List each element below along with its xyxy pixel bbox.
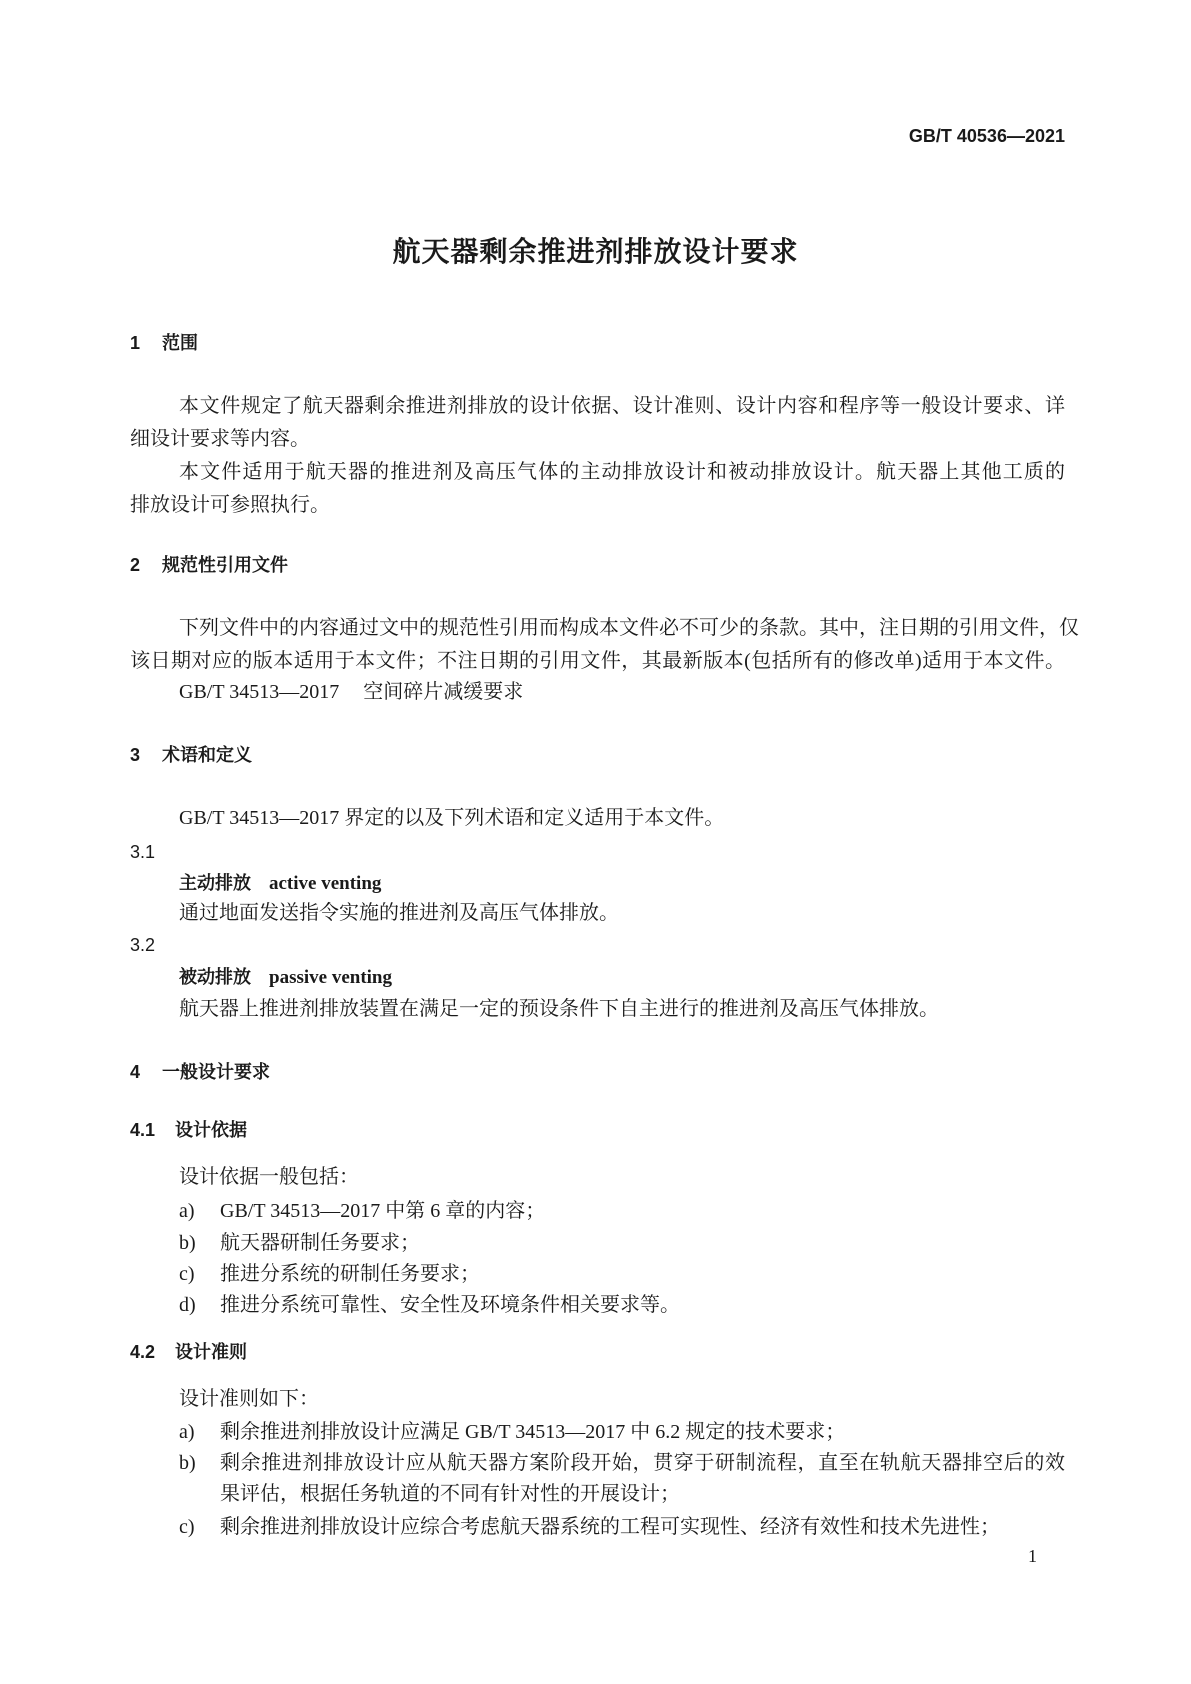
page-number: 1	[1028, 1546, 1037, 1566]
list-text: 剩余推进剂排放设计应从航天器方案阶段开始，贯穿于研制流程，直至在轨航天器排空后的效	[220, 1452, 1065, 1474]
section-heading-2	[130, 552, 288, 578]
paragraph-line: 本文件规定了航天器剩余推进剂排放的设计依据、设计准则、设计内容和程序等一般设计要求、详	[179, 395, 1065, 417]
list-item	[179, 1198, 546, 1224]
subsection-number: 4.1	[130, 1120, 156, 1140]
paragraph-line: 下列文件中的内容通过文中的规范性引用而构成本文件必不可少的条款。其中，注日期的引用文件，仅	[179, 617, 1079, 639]
list-text: 航天器研制任务要求；	[220, 1232, 420, 1254]
page-title: 航天器剩余推进剂排放设计要求	[392, 235, 799, 268]
list-text: GB/T 34513—2017 中第 6 章的内容；	[220, 1200, 546, 1222]
normative-reference	[179, 679, 523, 705]
list-item	[179, 1230, 420, 1256]
list-marker: b)	[179, 1232, 196, 1254]
section-number: 2	[130, 555, 141, 575]
subsection-title: 设计准则	[175, 1342, 248, 1362]
list-text-continuation: 果评估，根据任务轨道的不同有针对性的开展设计；	[220, 1483, 680, 1505]
list-text: 剩余推进剂排放设计应满足 GB/T 34513—2017 中 6.2 规定的技术要求；	[220, 1421, 846, 1443]
term-number: 3.1	[130, 842, 156, 862]
paragraph-line: GB/T 34513—2017 界定的以及下列术语和定义适用于本文件。	[179, 807, 725, 829]
reference-code: GB/T 34513—2017	[179, 681, 340, 703]
section-title: 一般设计要求	[162, 1062, 271, 1082]
term-entry	[179, 870, 381, 897]
paragraph-line: 排放设计可参照执行。	[130, 494, 330, 516]
list-marker: a)	[179, 1200, 195, 1222]
list-marker: c)	[179, 1516, 195, 1538]
list-text: 推进分系统的研制任务要求；	[220, 1263, 480, 1285]
term-number: 3.2	[130, 935, 156, 955]
list-item	[179, 1450, 1065, 1476]
subsection-heading-4-2	[130, 1339, 247, 1365]
subsection-heading-4-1	[130, 1117, 247, 1143]
list-item	[179, 1419, 846, 1445]
section-title: 规范性引用文件	[162, 555, 289, 575]
reference-title: 空间碎片减缓要求	[363, 681, 524, 703]
list-intro: 设计依据一般包括：	[179, 1166, 359, 1188]
list-marker: b)	[179, 1452, 196, 1474]
section-heading-4	[130, 1059, 270, 1085]
list-marker: c)	[179, 1263, 195, 1285]
term-zh: 主动排放	[179, 873, 251, 893]
section-title: 术语和定义	[162, 745, 253, 765]
list-marker: d)	[179, 1294, 196, 1316]
term-zh: 被动排放	[179, 967, 251, 987]
term-definition: 航天器上推进剂排放装置在满足一定的预设条件下自主进行的推进剂及高压气体排放。	[179, 998, 939, 1020]
section-title: 范围	[162, 333, 199, 353]
section-heading-1	[130, 330, 198, 356]
standard-code: GB/T 40536—2021	[908, 126, 1065, 146]
subsection-number: 4.2	[130, 1342, 156, 1362]
list-text: 剩余推进剂排放设计应综合考虑航天器系统的工程可实现性、经济有效性和技术先进性；	[220, 1516, 1000, 1538]
paragraph-line: 本文件适用于航天器的推进剂及高压气体的主动排放设计和被动排放设计。航天器上其他工质的	[179, 461, 1065, 483]
term-en: passive venting	[269, 967, 392, 988]
term-entry	[179, 964, 392, 991]
subsection-title: 设计依据	[175, 1120, 248, 1140]
section-number: 4	[130, 1062, 141, 1082]
list-intro: 设计准则如下：	[179, 1388, 319, 1410]
list-item	[179, 1261, 480, 1287]
term-definition: 通过地面发送指令实施的推进剂及高压气体排放。	[179, 902, 619, 924]
section-heading-3	[130, 742, 252, 768]
section-number: 1	[130, 333, 141, 353]
term-en: active venting	[269, 873, 382, 894]
paragraph-line: 细设计要求等内容。	[130, 428, 310, 450]
list-item	[179, 1514, 1000, 1540]
list-text: 推进分系统可靠性、安全性及环境条件相关要求等。	[220, 1294, 680, 1316]
list-marker: a)	[179, 1421, 195, 1443]
paragraph-line: 该日期对应的版本适用于本文件；不注日期的引用文件，其最新版本(包括所有的修改单)适用于本文件。	[130, 650, 1065, 672]
section-number: 3	[130, 745, 141, 765]
list-item	[179, 1292, 680, 1318]
